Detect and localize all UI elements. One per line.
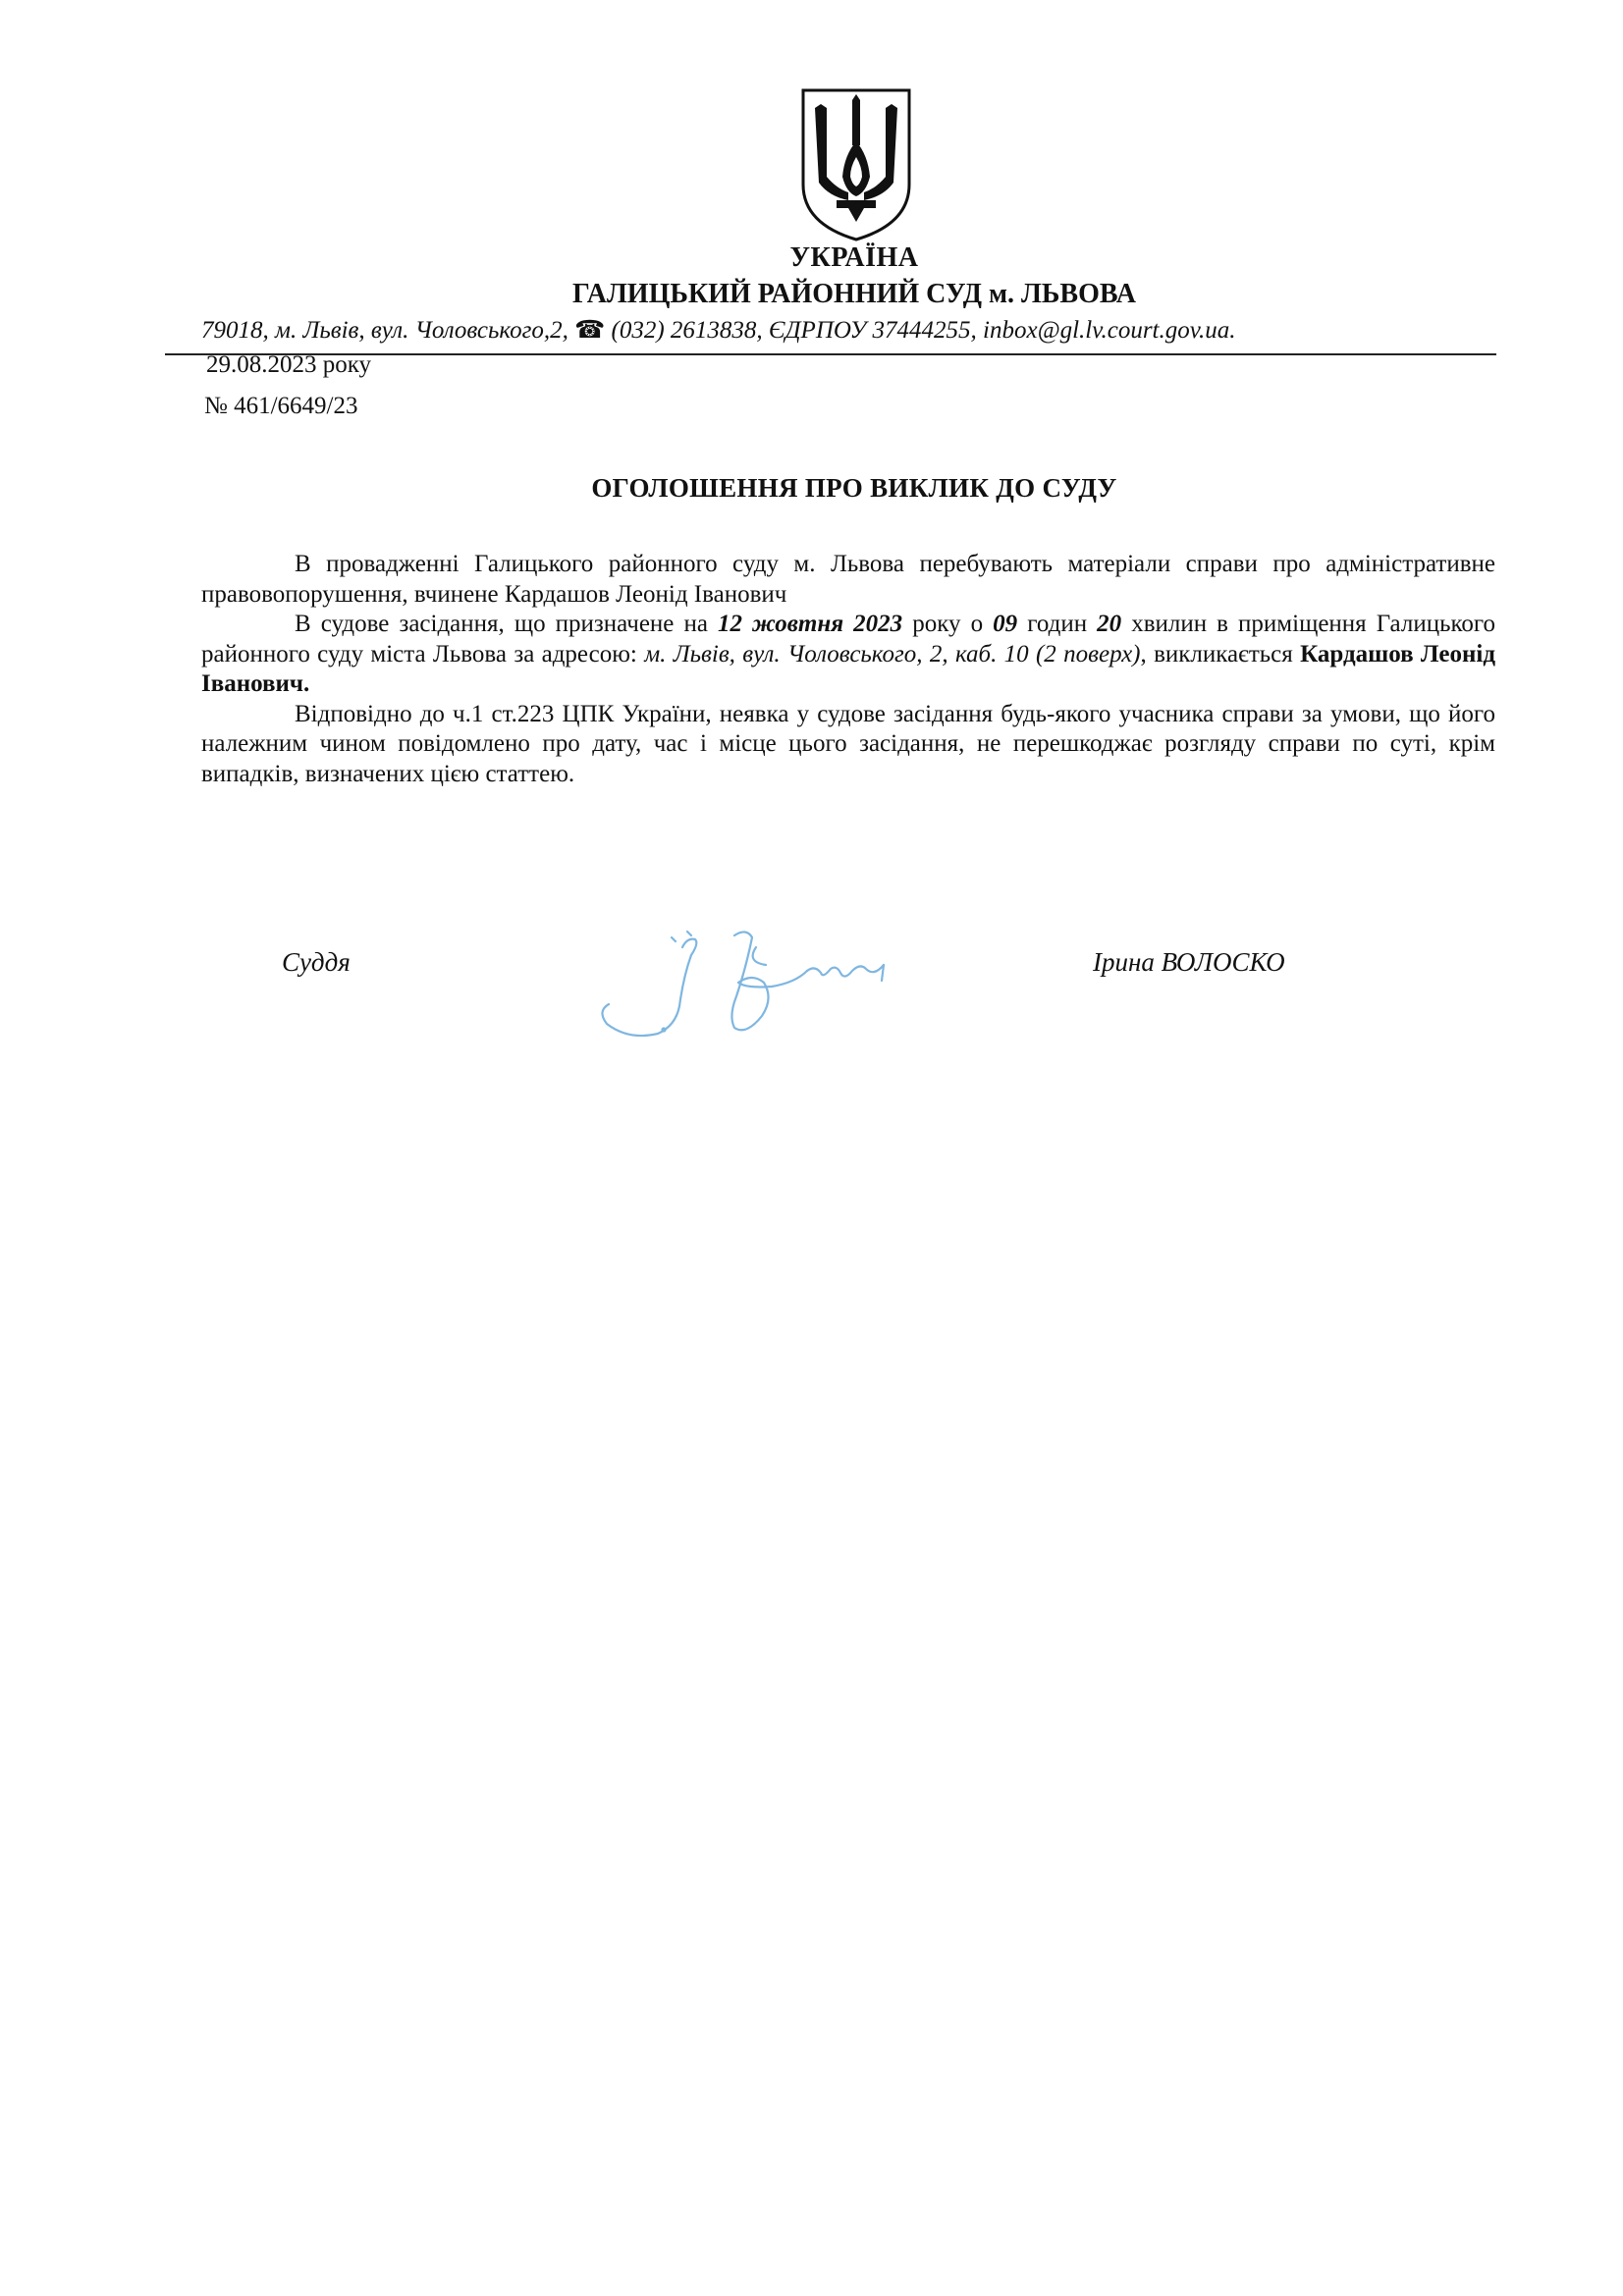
document-body: [201, 550, 1495, 789]
hearing-hour: 09: [993, 611, 1018, 637]
court-name: ГАЛИЦЬКИЙ РАЙОННИЙ СУД м. ЛЬВОВА: [571, 279, 1137, 309]
hearing-date: 12 жовтня 2023: [718, 611, 903, 637]
document-title: ОГОЛОШЕННЯ ПРО ВИКЛИК ДО СУДУ: [591, 473, 1117, 503]
hearing-minutes: 20: [1097, 611, 1122, 637]
p2-text-e: , викликається: [1140, 640, 1301, 667]
summoned-person: Кардашов Леонід Іванович.: [201, 640, 1495, 697]
paragraph-2: [201, 610, 1495, 700]
paragraph-1: В провадженні Галицького районного суду м. Львова перебувають матеріали справи про адміністративне правовопорушення, вчинене Кардашов Леонід Іванович: [201, 551, 1495, 608]
case-number: № 461/6649/23: [204, 393, 358, 419]
p2-text-b: року о: [902, 611, 994, 637]
p2-text-a: В судове засідання, що призначене на: [295, 611, 718, 637]
court-address: [201, 315, 1478, 345]
paragraph-3: Відповідно до ч.1 ст.223 ЦПК України, неявка у судове засідання будь-якого учасника справи за умови, що його належним чином повідомлено про дату, час і місце цього засідання, не перешкоджає розгляду справи по суті, крім випадків, визначених цією статтею.: [201, 700, 1495, 787]
country-title: УКРАЇНА: [789, 242, 919, 273]
judge-label: Суддя: [282, 947, 351, 977]
address-line-start: 79018, м. Львів, вул. Чоловського,2,: [201, 317, 575, 344]
hearing-address: м. Львів, вул. Чоловського, 2, каб. 10 (2 поверх): [644, 640, 1141, 667]
p2-text-c: годин: [1017, 611, 1098, 637]
judge-name: Ірина ВОЛОСКО: [1093, 947, 1285, 977]
p2-text-d: хвилин в приміщення Галицького районного суду міста Львова за адресою:: [201, 611, 1496, 667]
phone-icon: ☎: [574, 317, 606, 344]
trident-icon: [797, 86, 915, 243]
document-date: 29.08.2023 року: [206, 351, 372, 378]
address-line-end: (032) 2613838, ЄДРПОУ 37444255, inbox@gl.lv.court.gov.ua.: [605, 317, 1236, 344]
handwritten-signature-icon: [589, 908, 952, 1055]
